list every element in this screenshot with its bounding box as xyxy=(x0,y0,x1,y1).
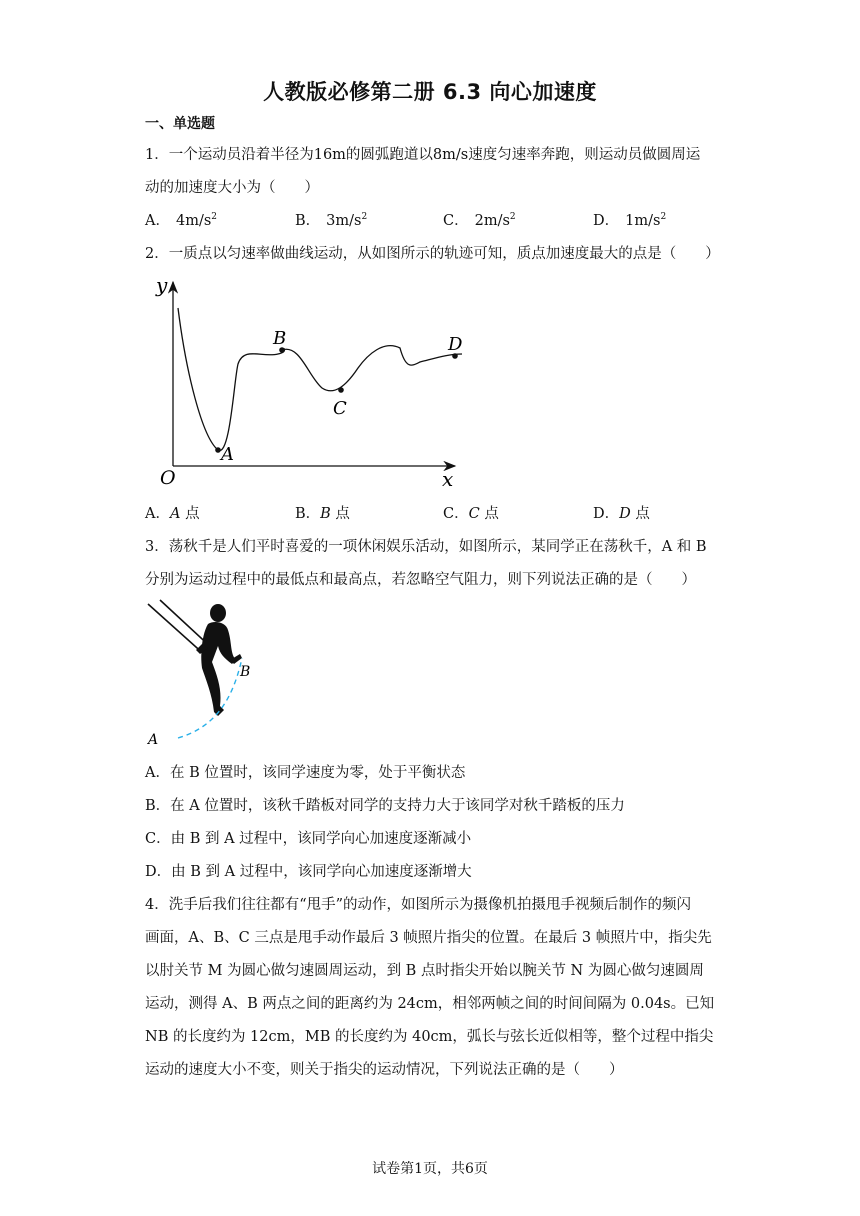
q3-option-d[interactable]: D．由 B 到 A 过程中，该同学向心加速度逐渐增大 xyxy=(145,864,472,880)
page-footer: 试卷第1页，共6页 xyxy=(372,1161,488,1177)
q3-label-a: A xyxy=(148,732,159,748)
q1-option-c[interactable]: C． $2m/s^2$ xyxy=(443,212,516,229)
q3-swing-rope-1 xyxy=(148,604,206,656)
q2-point-c-marker xyxy=(338,387,344,393)
q4-stem-line-3: 以肘关节 M 为圆心做匀速圆周运动，到 B 点时指尖开始以腕关节 N 为圆心做匀速圆周 xyxy=(145,963,704,979)
q2-label-d: D xyxy=(448,334,463,355)
q1-stem-line-1: 1．一个运动员沿着半径为16m的圆弧跑道以8m/s速度匀速率奔跑，则运动员做圆周运 xyxy=(145,147,701,163)
q3-stem-line-1: 3．荡秋千是人们平时喜爱的一项休闲娱乐活动，如图所示，某同学正在荡秋千，A 和 B xyxy=(145,539,707,555)
q2-label-b: B xyxy=(273,328,287,349)
q3-option-b[interactable]: B．在 A 位置时，该秋千踏板对同学的支持力大于该同学对秋千踏板的压力 xyxy=(145,798,625,814)
q1-option-b[interactable]: B． $3m/s^2$ xyxy=(295,212,368,229)
q2-option-a[interactable]: A．A 点 xyxy=(145,506,200,522)
q2-option-c[interactable]: C．C 点 xyxy=(443,506,499,522)
q4-stem-line-6: 运动的速度大小不变，则关于指尖的运动情况，下列说法正确的是（ ） xyxy=(145,1062,624,1078)
q2-label-c: C xyxy=(333,398,347,419)
q4-stem-line-4: 运动，测得 A、B 两点之间的距离约为 24cm，相邻两帧之间的时间间隔为 0.04s。已知 xyxy=(145,996,715,1012)
q4-stem-line-5: NB 的长度约为 12cm，MB 的长度约为 40cm，弧长与弦长近似相等，整个过程中指尖 xyxy=(145,1029,714,1045)
q2-trajectory-figure xyxy=(150,272,470,492)
q3-stem-line-2: 分别为运动过程中的最低点和最高点，若忽略空气阻力，则下列说法正确的是（ ） xyxy=(145,572,696,588)
q1-option-d[interactable]: D． $1m/s^2$ xyxy=(593,212,667,229)
q1-stem-line-2: 动的加速度大小为（ ） xyxy=(145,180,319,196)
q2-stem-line-1: 2．一质点以匀速率做曲线运动，从如图所示的轨迹可知，质点加速度最大的点是（ ） xyxy=(145,246,720,262)
q2-origin-label: O xyxy=(160,467,176,489)
section-heading: 一、单选题 xyxy=(145,116,215,132)
q2-x-label: x xyxy=(442,467,454,491)
q3-option-c[interactable]: C．由 B 到 A 过程中，该同学向心加速度逐渐减小 xyxy=(145,831,472,847)
q2-y-label: y xyxy=(156,273,168,297)
q2-option-d[interactable]: D．D 点 xyxy=(593,506,650,522)
q2-trajectory-curve xyxy=(178,308,462,451)
page-title: 人教版必修第二册 6.3 向心加速度 xyxy=(263,80,597,104)
q2-label-a: A xyxy=(221,444,234,465)
q3-option-a[interactable]: A．在 B 位置时，该同学速度为零，处于平衡状态 xyxy=(145,765,466,781)
q4-stem-line-2: 画面，A、B、C 三点是甩手动作最后 3 帧照片指尖的位置。在最后 3 帧照片中，指尖先 xyxy=(145,930,712,946)
q2-option-b[interactable]: B．B 点 xyxy=(295,506,350,522)
q2-point-a-marker xyxy=(215,447,221,453)
q3-label-b: B xyxy=(240,664,251,680)
q3-person-silhouette xyxy=(196,604,242,716)
q4-stem-line-1: 4．洗手后我们往往都有“甩手”的动作，如图所示为摄像机拍摄甩手视频后制作的频闪 xyxy=(145,897,692,913)
q3-swing-figure xyxy=(140,598,270,750)
q1-option-a[interactable]: A． $4m/s^2$ xyxy=(145,212,218,229)
